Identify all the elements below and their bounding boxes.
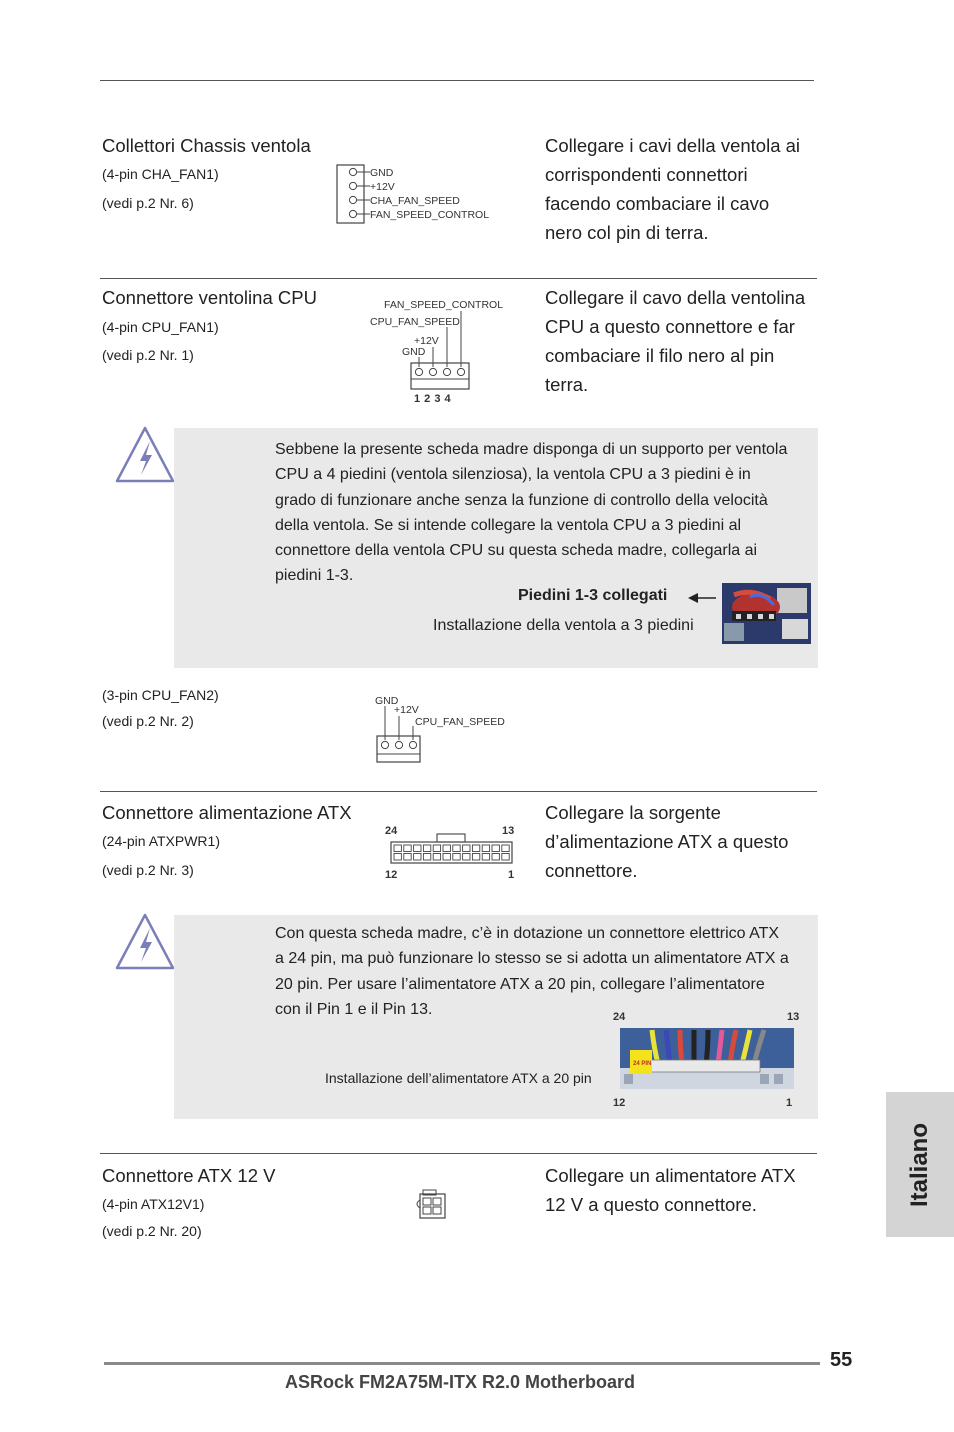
atx-pin-cell [433,845,440,852]
atx-pin-cell [502,854,509,861]
atx-corner-24: 24 [385,825,398,837]
cpu-fan2-diagram [370,690,510,770]
cpu-fan-description: Collegare il cavo della ventolina CPU a questo connettore e far combaciare il filo nero al pin terra. [545,287,806,395]
top-rule [100,80,814,81]
atx12-ref: (vedi p.2 Nr. 20) [102,1223,202,1239]
atx-pin-cell [404,854,411,861]
atx-photo [610,1008,805,1112]
cha-pin-gnd: GND [370,167,394,179]
atx-pin-cell [502,845,509,852]
cpu-fan-diagram [365,295,510,410]
atx-corner-12: 12 [385,869,398,881]
atx-pin-cell [394,845,401,852]
cha-fan-title: Collettori Chassis ventola [102,135,311,156]
atx-pin-cell [443,854,450,861]
atx-pin-cell [423,845,430,852]
atx-pin-cell [453,845,460,852]
atx-pin-cell [404,845,411,852]
atx-pin-cell [433,854,440,861]
atx-corner-13: 13 [502,825,515,837]
atx-pin-cell [423,854,430,861]
atx-pin-cell [443,845,450,852]
atx-pin-cell [453,854,460,861]
cpu2-pin-12v: +12V [394,704,419,716]
cpu-pin-12v: +12V [414,335,439,347]
atx-corner-1: 1 [508,869,515,881]
fan-install-caption: Installazione della ventola a 3 piedini [433,617,694,634]
atx-pin-cell [492,845,499,852]
atx-pin-cell [394,854,401,861]
cha-pin-12v: +12V [370,181,395,193]
atx12-title: Connettore ATX 12 V [102,1165,276,1186]
cha-fan-ref: (vedi p.2 Nr. 6) [102,195,194,211]
atx-pin-cell [482,854,489,861]
atx12-description: Collegare un alimentatore ATX 12 V a questo connettore. [545,1165,796,1215]
atx-pin-cell [414,845,421,852]
atx-diagram [380,820,520,885]
atx-photo-corner-13: 13 [787,1011,800,1023]
cpu-fan-ref: (vedi p.2 Nr. 1) [102,347,194,363]
atx-pin-cell [463,854,470,861]
atx-pin: (24-pin ATXPWR1) [102,833,220,849]
atx-photo-corner-12: 12 [613,1097,626,1109]
arrow-left-icon [688,591,718,605]
cpu-fan-title: Connettore ventolina CPU [102,287,317,308]
divider-2 [100,791,817,792]
cha-fan-pin: (4-pin CHA_FAN1) [102,166,219,182]
atx-photo-corner-24: 24 [613,1011,626,1023]
atx-install-caption: Installazione dell’alimentatore ATX a 20 pin [325,1070,592,1086]
atx-pin-cell [492,854,499,861]
cpu-fan-pin: (4-pin CPU_FAN1) [102,319,219,335]
page-number: 55 [830,1349,853,1371]
atx-pin-cell [482,845,489,852]
language-tab [886,1092,954,1237]
atx12-pin: (4-pin ATX12V1) [102,1196,205,1212]
atx-description: Collegare la sorgente d’alimentazione ATX a questo connettore. [545,802,789,881]
atx-pin-cell [414,854,421,861]
note-fan-text: Sebbene la presente scheda madre disponga di un supporto per ventola CPU a 4 piedini (ventola silenziosa), la ventola CPU a 3 piedini è in grado di funzionare anche senza la funzione di controllo della velocità della ventola. Se si intende collegare la ventola CPU a 3 piedini al connettore della ventola CPU su questa scheda madre, collegarla ai piedini 1-3. [275,441,788,585]
divider-1 [100,278,817,279]
cpu-pin-control: FAN_SPEED_CONTROL [384,299,504,311]
atx-photo-label: 24 PIN [633,1061,652,1067]
atx-title: Connettore alimentazione ATX [102,802,352,823]
atx-pin-cell [463,845,470,852]
cha-pin-speed: CHA_FAN_SPEED [370,195,460,207]
warning-icon [114,425,176,485]
atx-pin-cell [472,854,479,861]
cpu-fan2-ref: (vedi p.2 Nr. 2) [102,713,194,729]
cpu-fan2-pin: (3-pin CPU_FAN2) [102,687,219,703]
warning-icon-2 [114,912,176,972]
atx-ref: (vedi p.2 Nr. 3) [102,862,194,878]
cha-pin-control: FAN_SPEED_CONTROL [370,209,490,221]
atx-photo-corner-1: 1 [786,1097,793,1109]
cpu-pin-numbers: 1 2 3 4 [414,393,451,405]
cpu2-pin-speed: CPU_FAN_SPEED [415,716,505,728]
cha-fan-diagram [330,160,510,230]
footer-title: ASRock FM2A75M-ITX R2.0 Motherboard [285,1372,636,1392]
atx12-diagram [410,1188,450,1222]
cha-fan-description: Collegare i cavi della ventola ai corrispondenti connettori facendo combaciare il cavo nero col pin di terra. [545,135,801,243]
cpu2-pin-gnd: GND [375,695,399,707]
footer-rule [104,1362,820,1365]
fan-connector-photo [722,583,811,644]
cpu-pin-speed: CPU_FAN_SPEED [370,316,460,328]
pins-connected-label: Piedini 1-3 collegati [518,587,668,604]
language-tab-label: Italiano [906,1122,933,1207]
divider-3 [100,1153,817,1154]
atx-pin-cell [472,845,479,852]
cpu-pin-gnd: GND [402,346,426,358]
note-atx-text: Con questa scheda madre, c’è in dotazione un connettore elettrico ATX a 24 pin, ma può funzionare lo stesso se si adotta un alimentatore ATX a 20 pin. Per usare l’alimentatore ATX a 20 pin, collegare l’alimentatore con il Pin 1 e il Pin 13. [275,925,789,1018]
